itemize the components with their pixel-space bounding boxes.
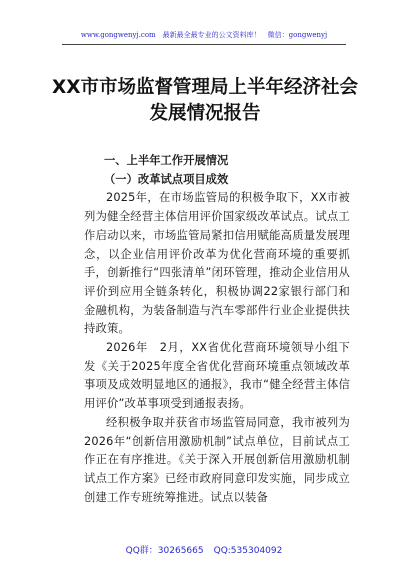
footer [0, 545, 408, 557]
document-title: XX市市场监督管理局上半年经济社会发展情况报告 [51, 77, 359, 124]
paragraph-3: 经积极争取并获省市场监管局同意，我市被列为2026年“创新信用激励机制”试点单位，目前试点工作正在有序推进。《关于深入开展创新信用激励机制试点工作方案》已经市政府同意印发实施，同步成立创建工作专班统筹推进。试点以装备 [84, 415, 350, 504]
header-banner: www.gongwenyj.com 最新最全最专业的公文资料库！ 微信：gongwenyj [80, 31, 328, 39]
footer-qq-group: QQ群：30265665 [125, 546, 204, 556]
header-divider [62, 44, 346, 45]
footer-qq: QQ:535304092 [213, 546, 283, 556]
paragraph-1: 2025年，在市场监管局的积极争取下，XX市被列为健全经营主体信用评价国家级改革试点。试点工作启动以来，市场监管局紧扣信用赋能高质量发展理念，以企业信用评价改革为优化营商环境的重要抓手，创新推行“四张清单”闭环管理，推动企业信用从评价到应用全链条转化，积极协调22家银行部门和金融机构，为装备制造与汽车零部件行业企业提供扶持政策。 [84, 191, 350, 336]
subsection-heading: （一）改革试点项目成效 [104, 172, 229, 186]
document-body [84, 152, 350, 507]
paragraph-2: 2026年 2月，XX省优化营商环境领导小组下发《关于2025年度全省优化营商环境重点领域改革事项及成效明显地区的通报》，我市“健全经营主体信用评价”改革事项受到通报表扬。 [84, 341, 350, 411]
section-heading: 一、上半年工作开展情况 [104, 154, 229, 167]
